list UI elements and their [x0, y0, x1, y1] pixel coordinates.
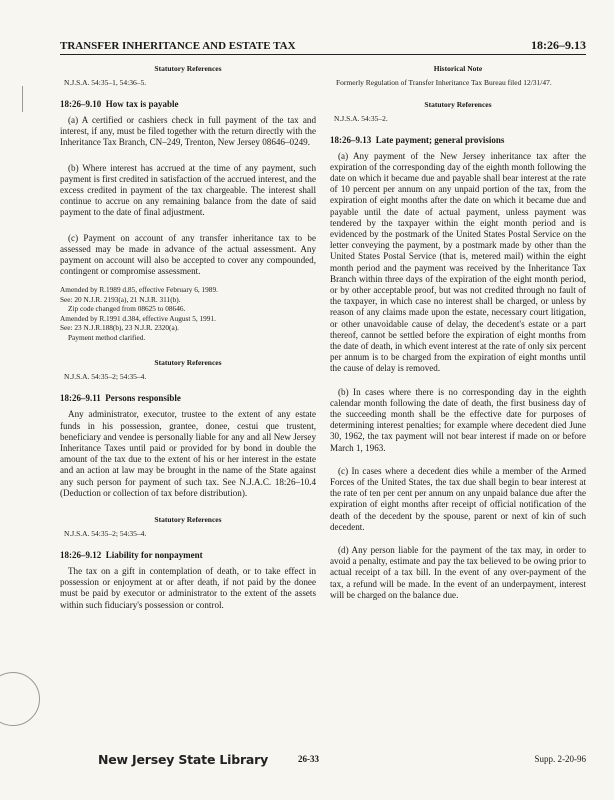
history-line: Payment method clarified.: [68, 332, 146, 342]
statutory-references-text: N.J.S.A. 54:35–2; 54:35–4.: [64, 372, 147, 382]
section-number: 18:26–9.10: [60, 99, 102, 109]
section-number: 18:26–9.13: [330, 134, 372, 145]
library-stamp: New Jersey State Library: [98, 752, 269, 767]
section-title: How tax is payable: [105, 99, 179, 109]
page-footer: [0, 752, 614, 772]
historical-note-text: Formerly Regulation of Transfer Inheritance Tax Bureau filed 12/31/47.: [336, 78, 552, 87]
section-heading-9-11: [60, 393, 316, 403]
running-header: [60, 38, 586, 55]
statutory-references-text: N.J.S.A. 54:35–2; 54:35–4.: [64, 529, 147, 539]
paragraph-b: (b) In cases where there is no corresponding day in the eighth calendar month following the date of death, the first business day of the succeeding month shall be the effective date for purposes of determining interest penalties; for example where decedent died June 30, 1962, the tax payment will not bear interest if made on or before March 1, 1963.: [330, 386, 586, 453]
history-line: See: 20 N.J.R. 2193(a), 21 N.J.R. 311(b).: [60, 294, 181, 304]
statutory-references-heading: Statutory References: [154, 358, 222, 368]
header-section: 18:26–9.13: [531, 38, 586, 52]
header-title: TRANSFER INHERITANCE AND ESTATE TAX: [60, 40, 296, 52]
paragraph: The tax on a gift in contemplation of death, or to take effect in possession or enjoyment at or after death, if not paid by the donee must be paid by executor or administrator to the extent of the assets within such fiduciary's possession or control.: [60, 566, 316, 610]
paragraph-b: (b) Where interest has accrued at the time of any payment, such payment is first credited in satisfaction of the accrued interest, and the excess credited in payment of the tax chargeable. The interest shall continue to accrue on any remaining balance from the date of said payment to the date of final adjustment.: [60, 162, 316, 218]
page-number: 26-33: [298, 754, 319, 764]
amendment-history: [60, 285, 316, 342]
historical-note-heading: Historical Note: [433, 64, 483, 73]
right-column: [330, 64, 586, 609]
paragraph-a: (a) Any payment of the New Jersey inheritance tax after the expiration of the corresponding day of the eighth month following the date on which it became due and payable shall bear interest at the rate of 10 percent per annum on any unpaid portion of the tax, from the expiration of eight months after the date on which it became due and payable until the date of actual payment, unless payment was tendered by the taxpayer within the eight month period and is evidenced by the postmark of the United States Postal Service on the letter conveying the payment, by a postmark made by other than the United States Postal Service (that is, metered mail) within the eight month period and the payment was received by the Inheritance Tax Branch within three days of the expiration of the eight month period, or by other acceptable proof, but was not credited through no fault of the taxpayer, in which case no interest shall be charged, or unless by reason of any claims made upon the estate, necessary court litigation, or other unavoidable cause of delay, the decedent's estate or a part thereof, cannot be settled before the expiration of eight months from the date of death, in which event interest at the rate of only six percent per annum is to be charged from the expiration of eight months until the cause of delay is removed.: [330, 150, 586, 374]
section-number: 18:26–9.12: [60, 550, 102, 561]
section-title: Liability for nonpayment: [105, 550, 203, 561]
punch-hole: [0, 672, 40, 726]
paragraph-a: (a) A certified or cashiers check in full payment of the tax and interest, if any, must be filed together with the return directly with the Inheritance Tax Branch, CN–249, Trenton, New Jersey 08646–0249.: [60, 115, 316, 148]
section-heading-9-10: [60, 99, 316, 109]
statutory-references-heading: Statutory References: [154, 515, 222, 525]
paragraph-c: (c) In cases where a decedent dies while a member of the Armed Forces of the United States, the tax due shall begin to bear interest at the rate of ten per cent per annum on any unpaid balance due after the expiration of eight months after receipt of official notification of the death of the decedent by the spouse, parent or next of kin of such decedent.: [330, 465, 586, 532]
statutory-references-text: N.J.S.A. 54:35–2.: [334, 113, 388, 123]
section-heading-9-12: [60, 550, 316, 560]
statutory-references-heading: Statutory References: [154, 64, 222, 73]
section-title: Late payment; general provisions: [375, 134, 505, 145]
supplement-date: Supp. 2-20-96: [534, 754, 586, 764]
history-line: Amended by R.1991 d.384, effective August 5, 1991.: [60, 313, 216, 323]
margin-mark: [22, 86, 23, 112]
section-number: 18:26–9.11: [60, 393, 101, 404]
left-column: [60, 64, 316, 619]
statutory-references-heading: Statutory References: [424, 99, 492, 109]
history-line: Zip code changed from 08625 to 08646.: [68, 304, 186, 314]
history-line: See: 23 N.J.R.188(b), 23 N.J.R. 2320(a).: [60, 323, 179, 333]
section-title: Persons responsible: [105, 393, 181, 404]
statutory-references-text: N.J.S.A. 54:35–1, 54:36–5.: [64, 78, 147, 87]
section-heading-9-13: [330, 135, 586, 145]
paragraph-c: (c) Payment on account of any transfer inheritance tax to be assessed may be made in advance of the actual assessment. Any payment on account will also be accepted to cover any compounded, contingent or compromise assessment.: [60, 232, 316, 277]
paragraph-d: (d) Any person liable for the payment of the tax may, in order to avoid a penalty, estimate and pay the tax believed to be owing prior to actual receipt of a tax bill. In the event of any over-payment of the tax, a refund will be made. In the event of an underpayment, interest will be charged on the balance due.: [330, 545, 586, 600]
history-line: Amended by R.1989 d.85, effective February 6, 1989.: [60, 285, 218, 295]
paragraph: Any administrator, executor, trustee to the extent of any estate funds in his possession, grantee, donee, cestui que trustent, beneficiary and vendee is personally liable for any and all New Jersey Inheritance Taxes until paid or provided for by bond in double the amount of the tax due to the extent of his or her interest in the estate and an action at law may be brought in the name of the State against any such person for payment of such tax. See N.J.A.C. 18:26–10.4 (Deduction or collection of tax before distribution).: [60, 409, 316, 498]
